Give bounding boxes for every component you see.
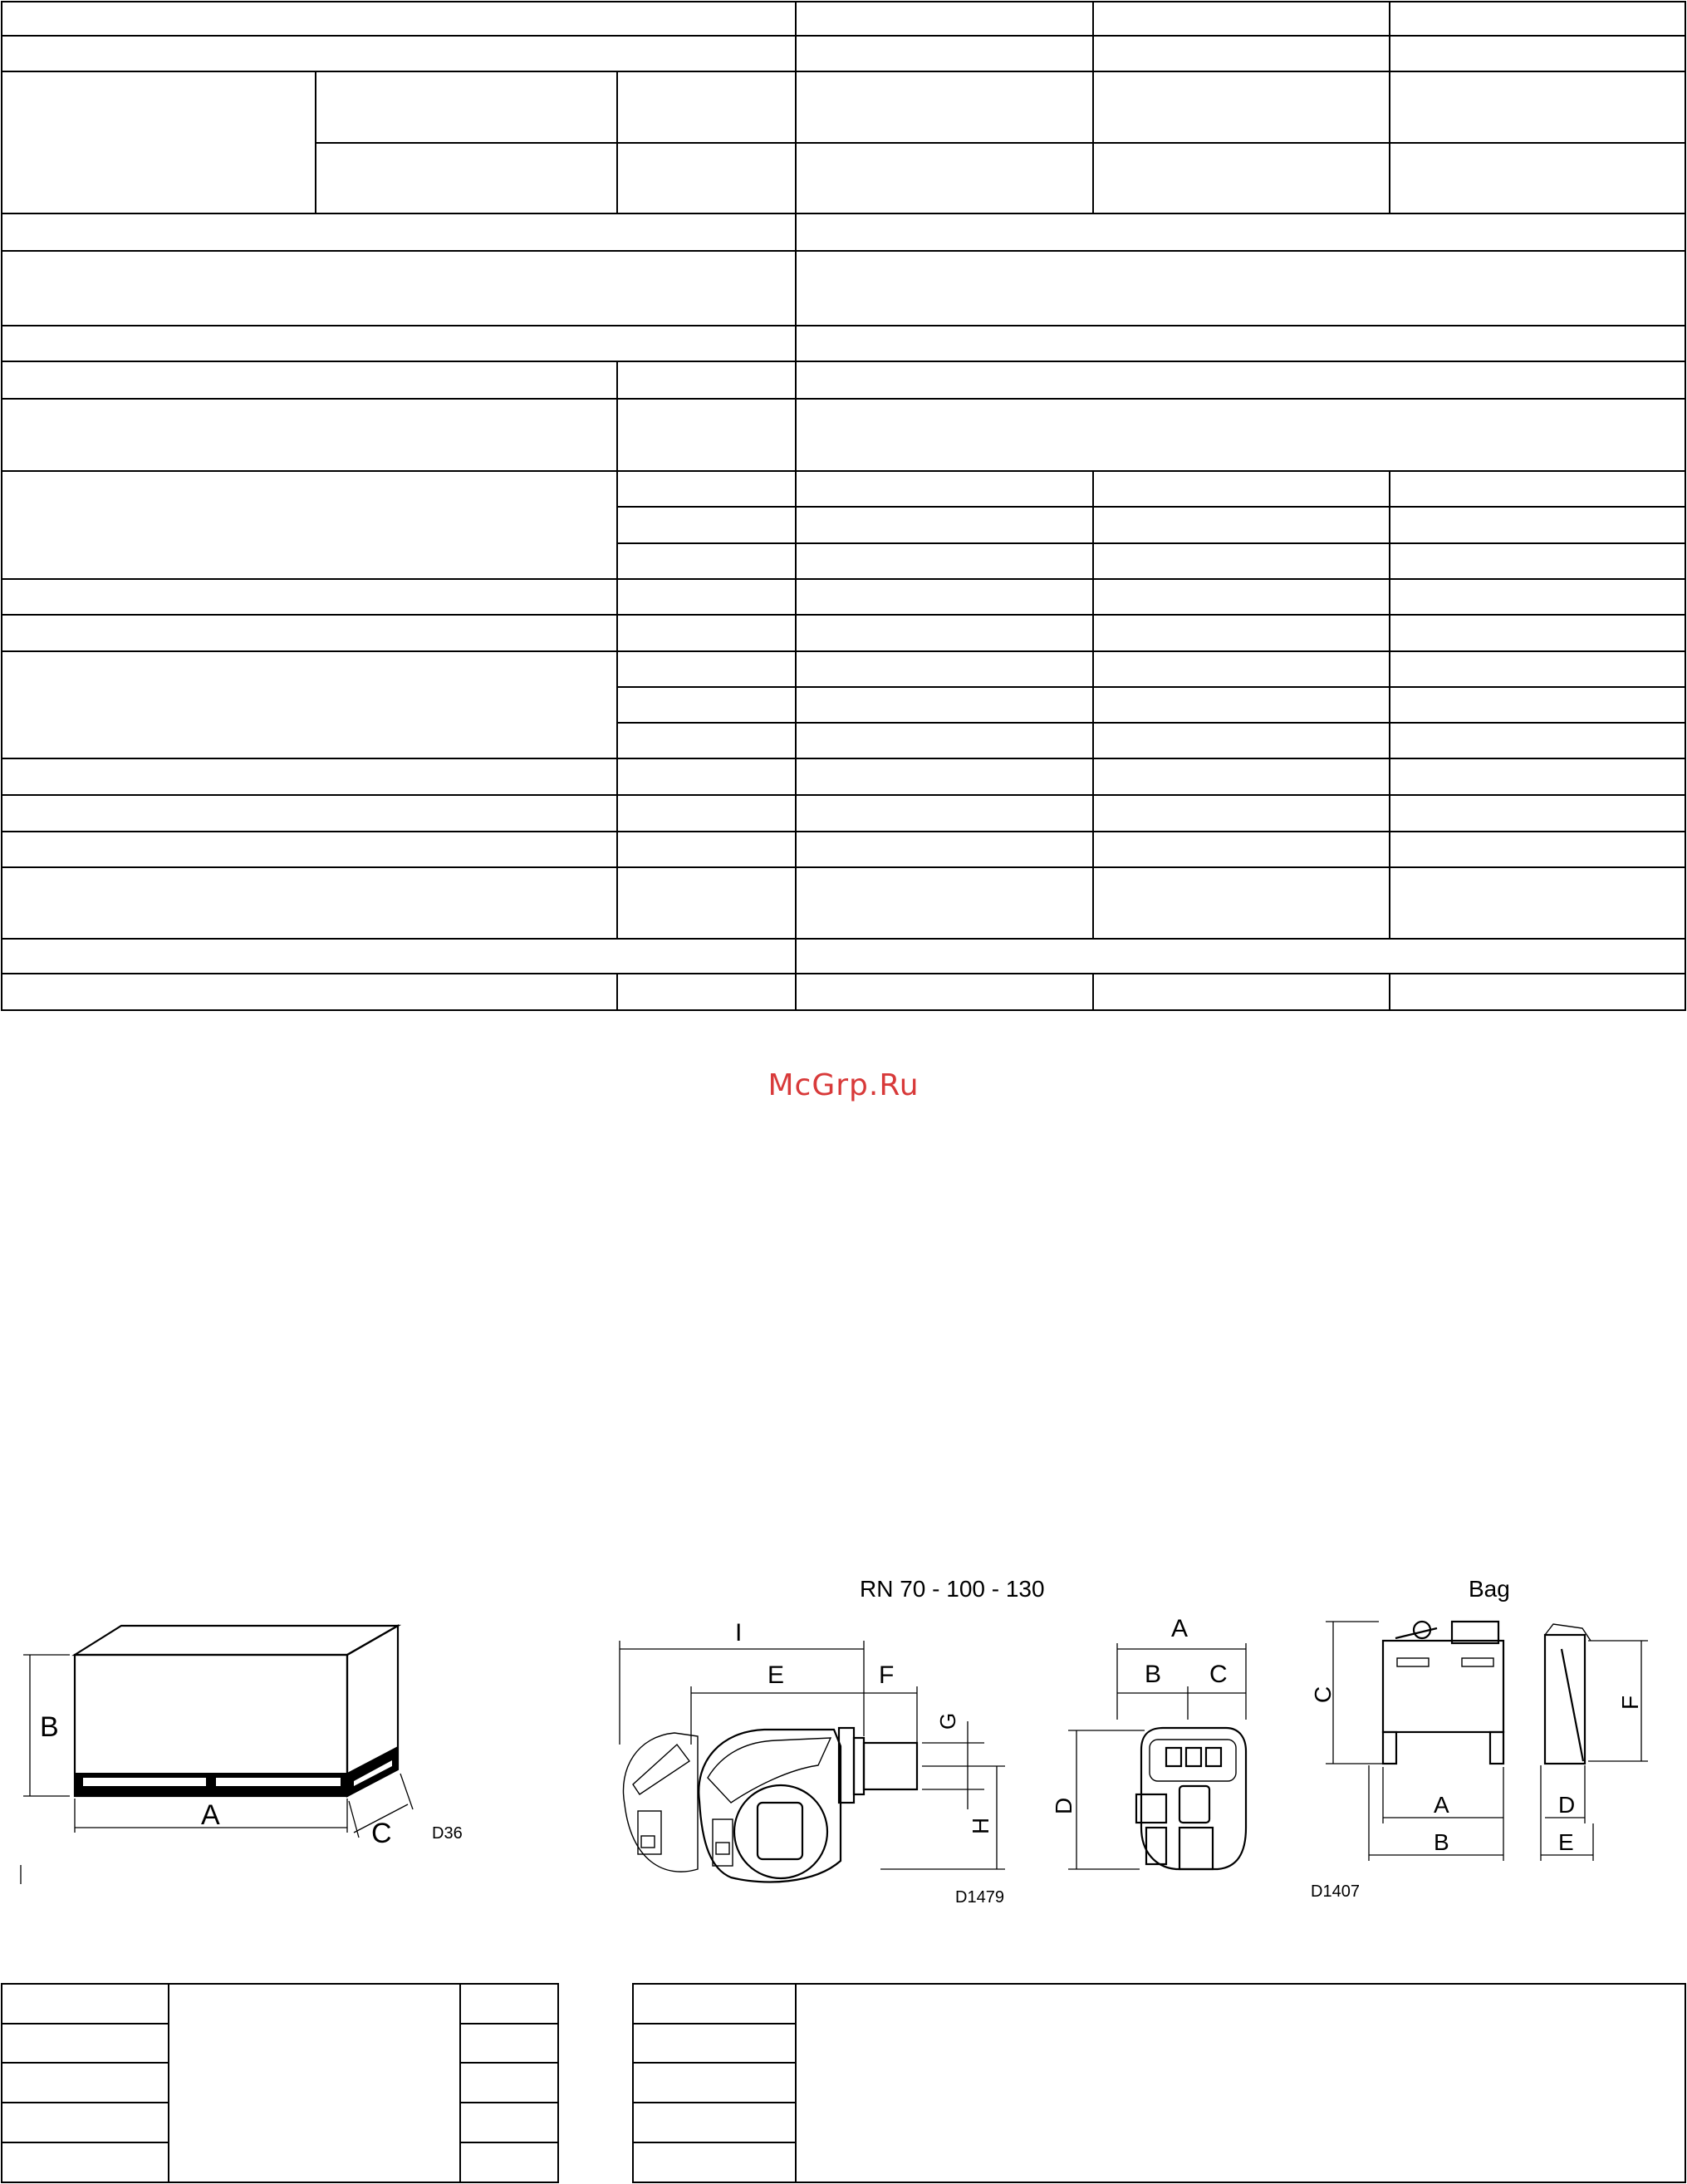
packaging-label-b: B bbox=[40, 1711, 59, 1743]
bag-label-e: E bbox=[1558, 1829, 1574, 1855]
burner-front-label-a: A bbox=[1171, 1615, 1189, 1642]
bottom-right-table bbox=[633, 1984, 1685, 2182]
packaging-code: D36 bbox=[432, 1824, 463, 1843]
spec-table-grid bbox=[2, 2, 1685, 1010]
packaging-box-drawing bbox=[21, 1626, 413, 1884]
burner-title: RN 70 - 100 - 130 bbox=[860, 1576, 1045, 1602]
bag-label-b: B bbox=[1434, 1829, 1449, 1855]
bag-label-f: F bbox=[1617, 1695, 1643, 1710]
burner-label-f: F bbox=[879, 1661, 895, 1689]
burner-front-label-c: C bbox=[1209, 1661, 1228, 1688]
bag-drawing bbox=[1326, 1622, 1648, 1861]
bag-label-c: C bbox=[1310, 1686, 1336, 1703]
burner-front-label-d: D bbox=[1051, 1797, 1076, 1814]
bag-label-d: D bbox=[1558, 1792, 1576, 1818]
burner-label-e: E bbox=[767, 1661, 785, 1689]
burner-side-drawing bbox=[620, 1641, 1005, 1882]
bag-code: D1407 bbox=[1311, 1882, 1360, 1901]
burner-label-h: H bbox=[968, 1817, 993, 1834]
bag-title: Bag bbox=[1469, 1576, 1510, 1602]
packaging-label-a: A bbox=[201, 1799, 220, 1831]
burner-label-g: G bbox=[935, 1712, 960, 1730]
burner-front-drawing bbox=[1068, 1643, 1246, 1869]
bottom-left-table bbox=[2, 1984, 558, 2182]
bag-label-a: A bbox=[1434, 1792, 1449, 1818]
burner-code: D1479 bbox=[955, 1888, 1004, 1907]
burner-label-i: I bbox=[735, 1619, 743, 1647]
packaging-label-c: C bbox=[371, 1818, 392, 1849]
spec-table bbox=[0, 0, 1687, 1022]
burner-front-label-b: B bbox=[1145, 1661, 1162, 1688]
watermark: McGrp.Ru bbox=[767, 1068, 920, 1102]
